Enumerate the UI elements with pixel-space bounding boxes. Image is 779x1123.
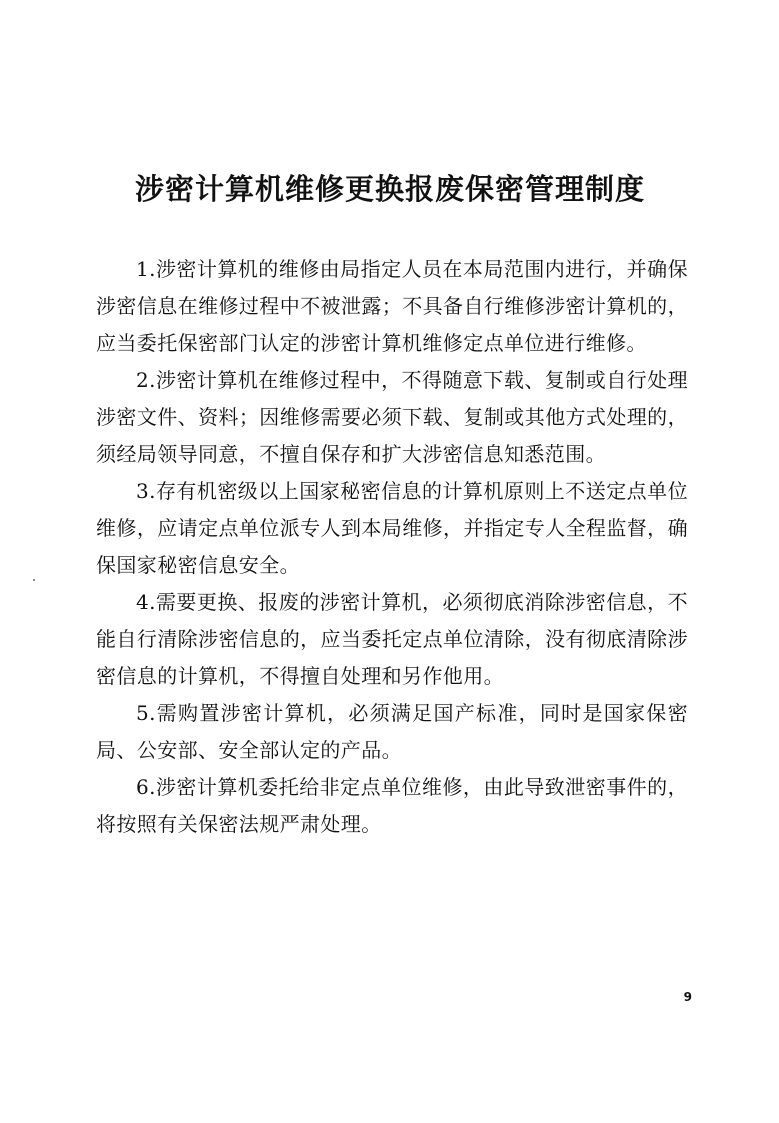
document-body [96,251,688,843]
scan-speck [33,579,35,581]
page-number: 9 [683,990,692,1004]
paragraph-4: 4.需要更换、报废的涉密计算机，必须彻底消除涉密信息，不能自行清除涉密信息的，应当委托定点单位清除，没有彻底清除涉密信息的计算机，不得擅自处理和另作他用。 [96,590,688,688]
paragraph-2: 2.涉密计算机在维修过程中，不得随意下载、复制或自行处理涉密文件、资料；因维修需要必须下载、复制或其他方式处理的，须经局领导同意，不擅自保存和扩大涉密信息知悉范围。 [96,368,688,466]
paragraph-1: 1.涉密计算机的维修由局指定人员在本局范围内进行，并确保涉密信息在维修过程中不被泄露；不具备自行维修涉密计算机的，应当委托保密部门认定的涉密计算机维修定点单位进行维修。 [96,257,688,355]
paragraph-5: 5.需购置涉密计算机，必须满足国产标准，同时是国家保密局、公安部、安全部认定的产品。 [96,701,688,762]
document-title: 涉密计算机维修更换报废保密管理制度 [134,172,645,206]
paragraph-3: 3.存有机密级以上国家秘密信息的计算机原则上不送定点单位维修，应请定点单位派专人到本局维修，并指定专人全程监督，确保国家秘密信息安全。 [96,479,688,577]
paragraph-6: 6.涉密计算机委托给非定点单位维修，由此导致泄密事件的，将按照有关保密法规严肃处理。 [96,775,688,836]
